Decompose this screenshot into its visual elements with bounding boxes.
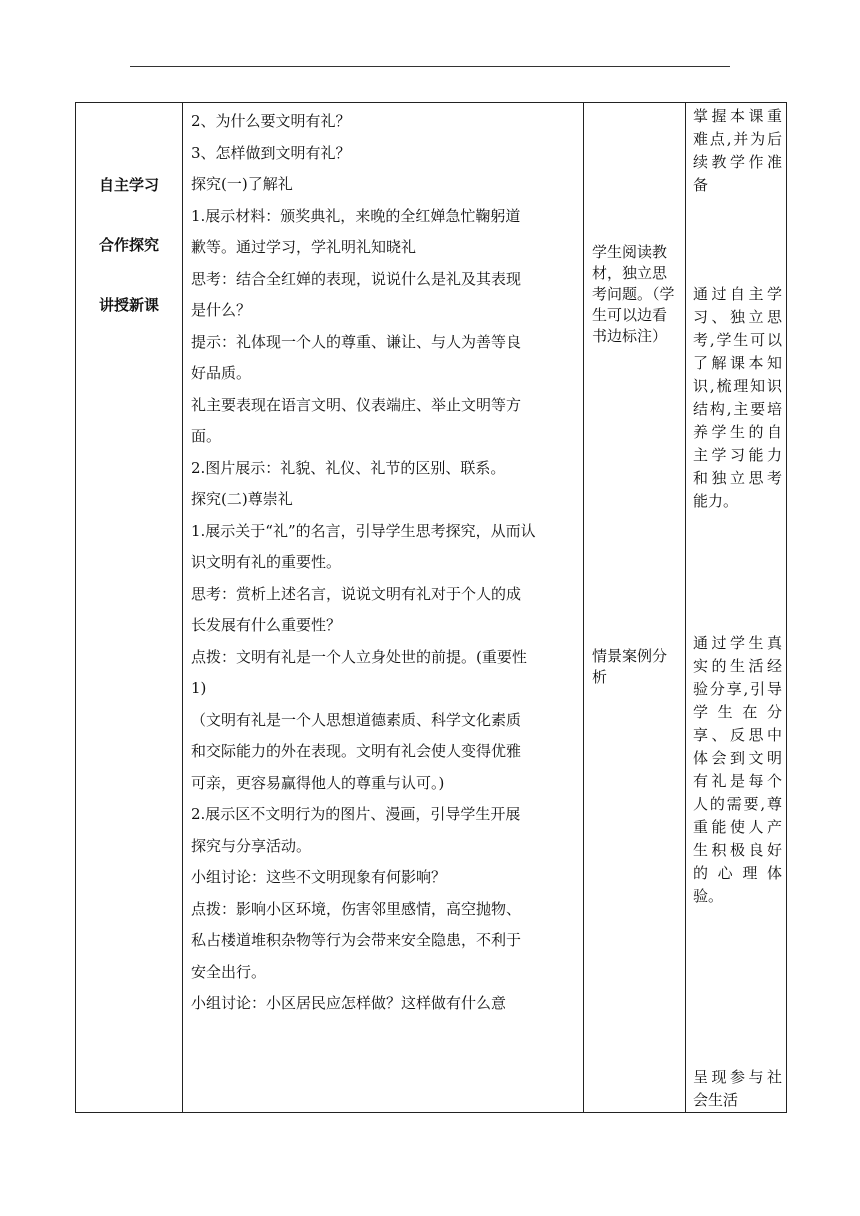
content-line: 私占楼道堆积杂物等行为会带来安全隐患，不利于: [191, 931, 522, 949]
content-line: 探究(一)了解礼: [191, 175, 293, 193]
phase-label-cooperative-inquiry: 合作探究: [98, 236, 159, 254]
content-line: 1.展示材料：颁奖典礼，来晚的全红婵急忙鞠躬道: [191, 206, 521, 225]
content-line: 小组讨论：这些不文明现象有何影响？: [191, 868, 447, 886]
content-line: 安全出行。: [191, 962, 267, 981]
content-line: 思考：赏析上述名言，说说文明有礼对于个人的成: [191, 584, 522, 603]
table-row: [76, 103, 787, 1113]
content-line: 和交际能力的外在表现。文明有礼会使人变得优雅: [191, 742, 522, 760]
header-rule: [130, 66, 730, 67]
content-line: 提示：礼体现一个人的尊重、谦让、与人为善等良: [191, 332, 522, 351]
phase-label-self-study: 自主学习: [98, 176, 159, 194]
teaching-content-cell: [183, 103, 584, 1113]
content-line: 思考：结合全红婵的表现，说说什么是礼及其表现: [191, 269, 522, 288]
content-line: 探究与分享活动。: [191, 836, 312, 855]
content-line: 面。: [191, 427, 222, 445]
design-intent-cell: [686, 103, 787, 1113]
design-intent-key-points: 掌握本课重难点,并为后续教学作准备: [693, 107, 782, 194]
phase-label-new-lesson: 讲授新课: [98, 296, 159, 314]
student-activity-case-analysis: 情景案例分析: [592, 647, 668, 686]
content-line: 歉等。通过学习，学礼明礼知晓礼: [191, 238, 417, 256]
lesson-plan-table: [75, 102, 787, 1113]
design-intent-life-experience: 通过学生真实的生活经验分享,引导学生在分享、反思中体会到文明有礼是每个人的需要,尊重能使人产生积极良好的心理体验。: [693, 634, 782, 905]
content-line: 探究(二)尊崇礼: [191, 490, 293, 508]
content-line: 好品质。: [191, 364, 252, 382]
content-line: 长发展有什么重要性？: [191, 616, 342, 634]
teaching-content: [183, 103, 583, 1020]
phase-cell: [76, 103, 183, 1113]
content-line: 2.展示区不文明行为的图片、漫画，引导学生开展: [191, 805, 521, 823]
content-line: 3、怎样做到文明有礼？: [191, 143, 351, 162]
design-intent-self-study: 通过自主学习、独立思考,学生可以了解课本知识,梳理知识结构,主要培养学生的自主学习能力和独立思考能力。: [693, 285, 782, 510]
design-intent-social-life: 呈现参与社会生活: [693, 1068, 782, 1109]
content-line: 1.展示关于“礼”的名言，引导学生思考探究，从而认: [191, 521, 536, 540]
content-line: 可亲，更容易赢得他人的尊重与认可。): [191, 773, 445, 792]
content-line: 是什么？: [191, 301, 252, 319]
content-line: 点拨：文明有礼是一个人立身处世的前提。(重要性: [191, 647, 527, 666]
content-line: 2.图片展示：礼貌、礼仪、礼节的区别、联系。: [191, 458, 506, 477]
content-line: 礼主要表现在语言文明、仪表端庄、举止文明等方: [191, 395, 522, 414]
content-line: （文明有礼是一个人思想道德素质、科学文化素质: [191, 710, 522, 729]
content-line: 2、为什么要文明有礼？: [191, 112, 351, 130]
content-line: 识文明有礼的重要性。: [191, 553, 342, 571]
content-line: 点拨：影响小区环境，伤害邻里感情，高空抛物、: [191, 899, 522, 918]
student-activity-cell: [584, 103, 686, 1113]
content-line: 小组讨论：小区居民应怎样做？这样做有什么意: [191, 994, 507, 1012]
student-activity-reading: 学生阅读教材，独立思考问题。（学生可以边看书边标注）: [592, 243, 675, 345]
content-line: 1): [191, 679, 207, 697]
